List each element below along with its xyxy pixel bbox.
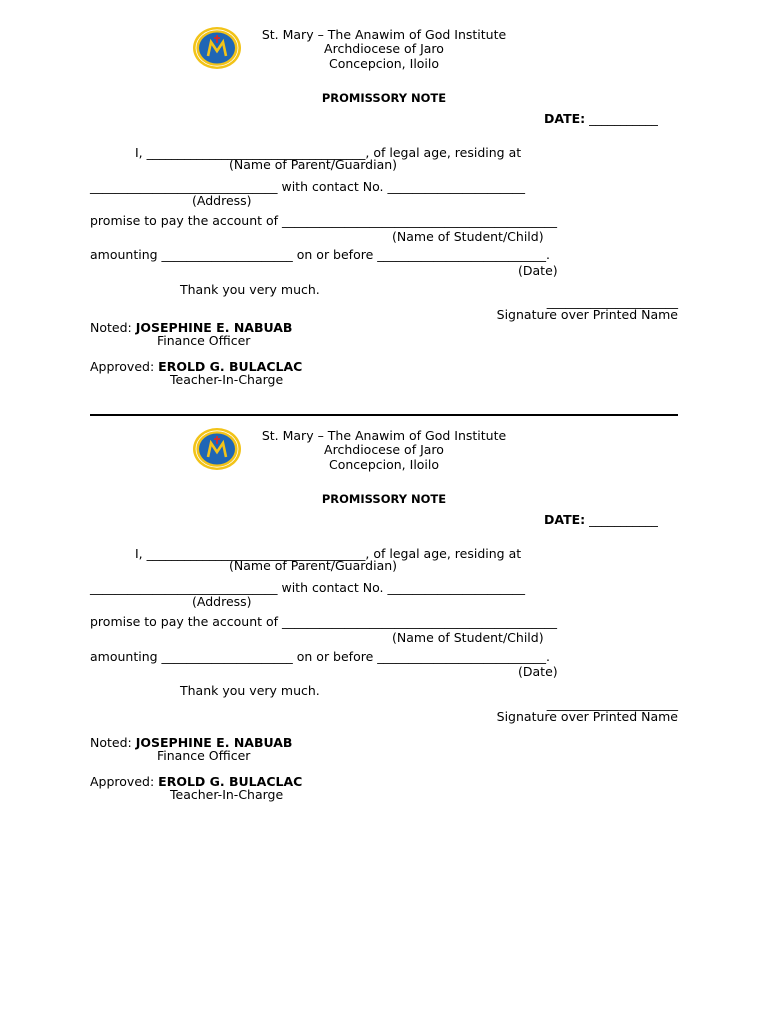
approved-name: EROLD G. BULACLAC <box>158 774 303 789</box>
parent-caption: (Name of Parent/Guardian) <box>229 558 398 573</box>
address-caption: (Address) <box>192 193 252 208</box>
parent-caption: (Name of Parent/Guardian) <box>229 157 398 172</box>
address-line: ______________________________ with contact No. ______________________ <box>90 179 525 194</box>
due-date-caption: (Date) <box>518 664 558 679</box>
diocese-name: Archdiocese of Jaro <box>324 41 444 56</box>
approved-label: Approved: <box>90 359 155 374</box>
amount-line: amounting _____________________ on or before ___________________________. <box>90 649 550 664</box>
date-label: DATE: <box>544 111 586 126</box>
due-date-caption: (Date) <box>518 263 558 278</box>
signature-caption: Signature over Printed Name <box>496 709 678 724</box>
approved-name: EROLD G. BULACLAC <box>158 359 303 374</box>
promissory-note-1 <box>0 0 768 400</box>
student-line: promise to pay the account of ____________________________________________ <box>90 213 558 228</box>
signature-line: _____________________ <box>546 696 678 711</box>
date-blank: ___________ <box>589 111 658 126</box>
student-line: promise to pay the account of ____________________________________________ <box>90 614 558 629</box>
date-label: DATE: <box>544 512 586 527</box>
school-location: Concepcion, Iloilo <box>328 457 440 472</box>
parent-line: I, ___________________________________, of legal age, residing at <box>135 546 522 561</box>
noted-label: Noted: <box>90 320 132 335</box>
promissory-note-2 <box>0 401 768 801</box>
diocese-name: Archdiocese of Jaro <box>324 442 444 457</box>
noted-name: JOSEPHINE E. NABUAB <box>135 735 293 750</box>
school-name: St. Mary – The Anawim of God Institute <box>261 27 507 42</box>
approved-title: Teacher-In-Charge <box>170 372 284 387</box>
address-caption: (Address) <box>192 594 252 609</box>
date-field <box>544 513 658 527</box>
date-field <box>544 112 658 126</box>
student-caption: (Name of Student/Child) <box>392 630 544 645</box>
signature-caption: Signature over Printed Name <box>496 307 678 322</box>
approved-label: Approved: <box>90 774 155 789</box>
signature-line: _____________________ <box>546 294 678 309</box>
parent-line: I, ___________________________________, of legal age, residing at <box>135 145 522 160</box>
note-title: PROMISSORY NOTE <box>321 492 447 506</box>
amount-line: amounting _____________________ on or before ___________________________. <box>90 247 550 262</box>
thanks-text: Thank you very much. <box>180 282 320 297</box>
noted-name: JOSEPHINE E. NABUAB <box>135 320 293 335</box>
address-line: ______________________________ with contact No. ______________________ <box>90 580 525 595</box>
school-name: St. Mary – The Anawim of God Institute <box>261 428 507 443</box>
note-title: PROMISSORY NOTE <box>321 91 447 105</box>
approved-title: Teacher-In-Charge <box>170 787 284 802</box>
school-location: Concepcion, Iloilo <box>328 56 440 71</box>
thanks-text: Thank you very much. <box>180 683 320 698</box>
student-caption: (Name of Student/Child) <box>392 229 544 244</box>
date-blank: ___________ <box>589 512 658 527</box>
noted-title: Finance Officer <box>157 748 251 763</box>
noted-title: Finance Officer <box>157 333 251 348</box>
noted-label: Noted: <box>90 735 132 750</box>
